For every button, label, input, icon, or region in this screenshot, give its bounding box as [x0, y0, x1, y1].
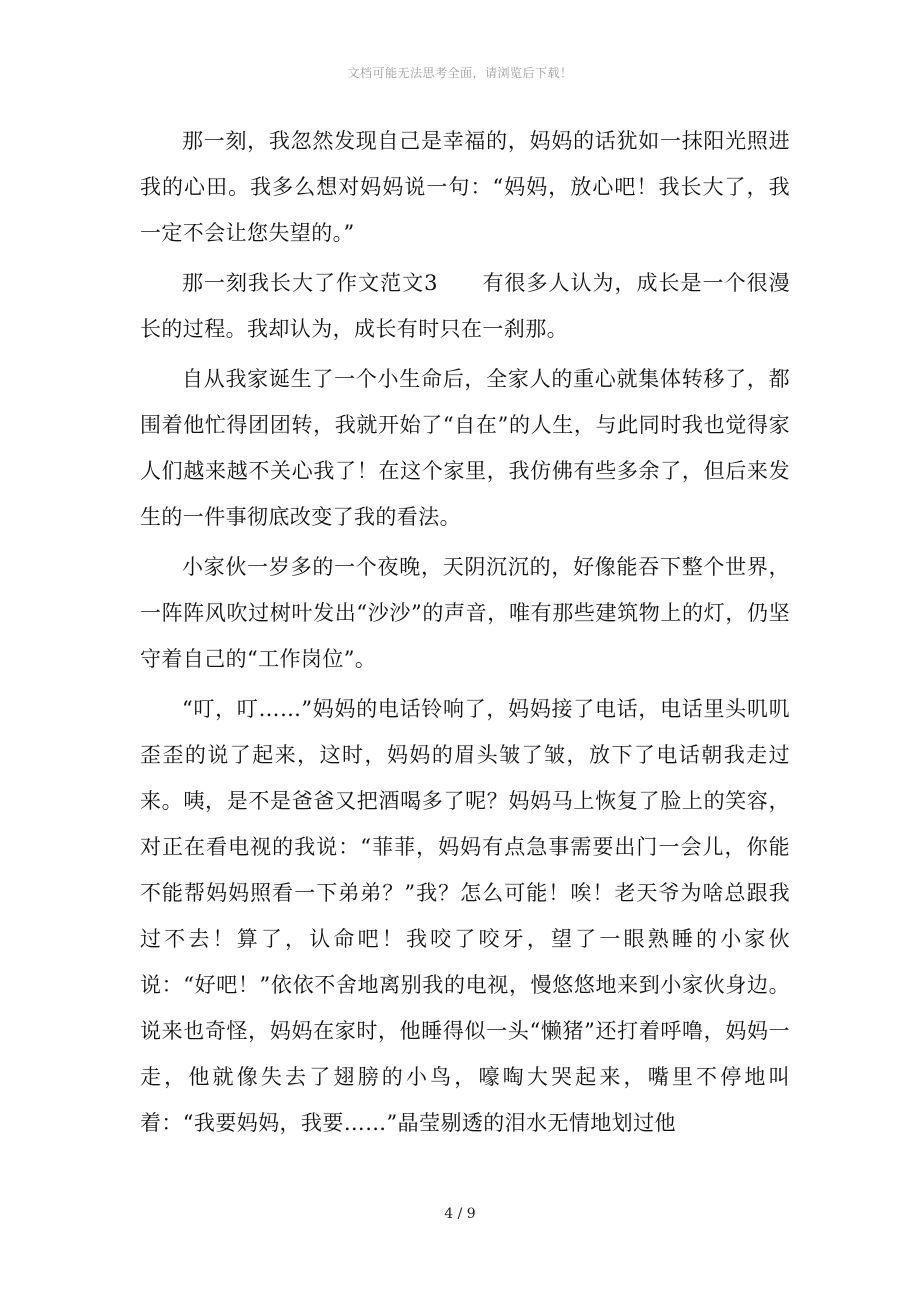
section-intro: 有很多人认为，成长是一个很漫长的过程。我却认为，成长有时只在一刹那。 [140, 271, 790, 341]
document-body [140, 118, 790, 1150]
header-note: 文档可能无法思考全面，请浏览后下载！ [347, 66, 573, 80]
paragraph: 自从我家诞生了一个小生命后，全家人的重心就集体转移了，都围着他忙得团团转，我就开始了“自在”的人生，与此同时我也觉得家人们越来越不关心我了！在这个家里，我仿佛有些多余了，但后来发生的一件事彻底改变了我的看法。 [140, 367, 790, 529]
paragraph: 小家伙一岁多的一个夜晚，天阴沉沉的，好像能吞下整个世界，一阵阵风吹过树叶发出“沙沙”的声音，唯有那些建筑物上的灯，仍坚守着自己的“工作岗位”。 [140, 555, 790, 671]
paragraph: “叮，叮……”妈妈的电话铃响了，妈妈接了电话，电话里头叽叽歪歪的说了起来，这时，妈妈的眉头皱了皱，放下了电话朝我走过来。咦，是不是爸爸又把酒喝多了呢？妈妈马上恢复了脸上的笑容，对正在看电视的我说：“菲菲，妈妈有点急事需要出门一会儿，你能不能帮妈妈照看一下弟弟？”我？怎么可能！唉！老天爷为啥总跟我过不去！算了，认命吧！我咬了咬牙，望了一眼熟睡的小家伙说：“好吧！”依依不舍地离别我的电视，慢悠悠地来到小家伙身边。说来也奇怪，妈妈在家时，他睡得似一头“懒猪”还打着呼噜，妈妈一走，他就像失去了翅膀的小鸟，嚎啕大哭起来，嘴里不停地叫着：“我要妈妈，我要……”晶莹剔透的泪水无情地划过他 [140, 697, 790, 1135]
paragraph: 那一刻，我忽然发现自己是幸福的，妈妈的话犹如一抹阳光照进我的心田。我多么想对妈妈说一句：“妈妈，放心吧！我长大了，我一定不会让您失望的。” [140, 129, 790, 245]
section-heading-paragraph [140, 260, 790, 352]
page-number: 4 / 9 [444, 1206, 476, 1222]
section-title: 那一刻我长大了作文范文3 [182, 271, 438, 295]
